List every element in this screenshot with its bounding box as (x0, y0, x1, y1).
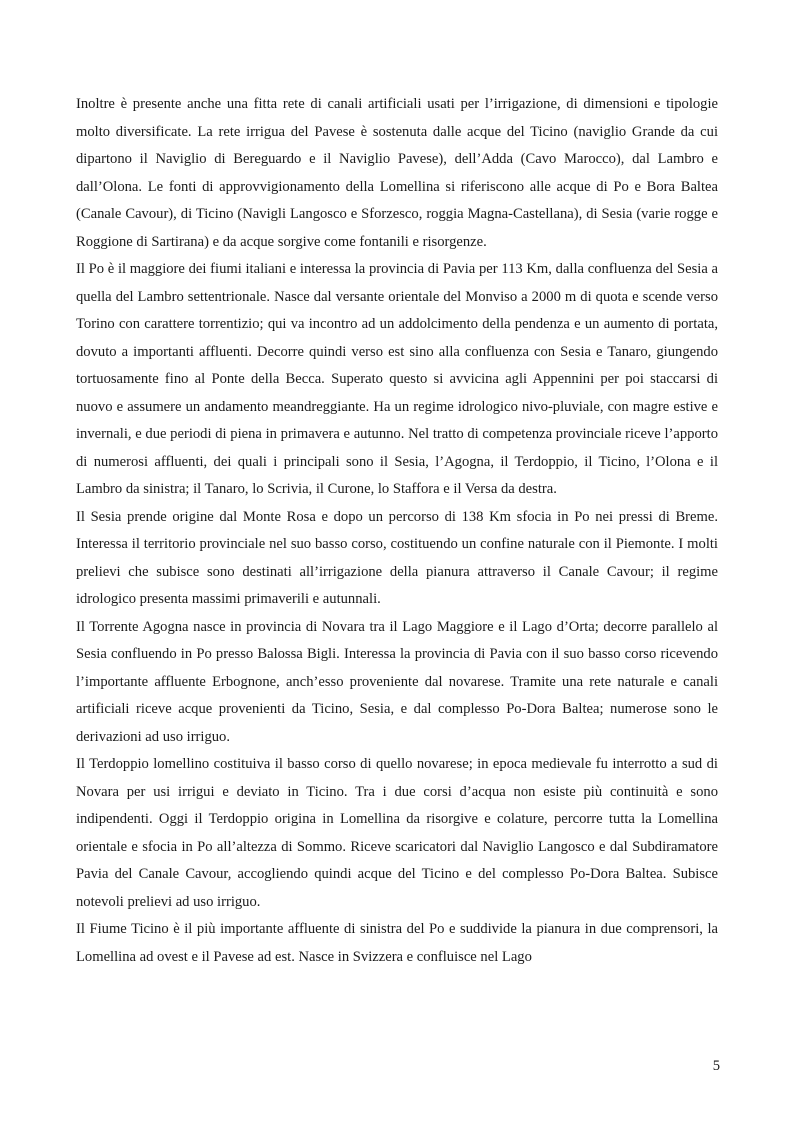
paragraph-irrigation-canals: Inoltre è presente anche una fitta rete di canali artificiali usati per l’irrigazione, di dimensioni e tipologie molto diversificate. La rete irrigua del Pavese è sostenuta dalle acque del Ticino (naviglio Grande da cui dipartono il Naviglio di Bereguardo e il Naviglio Pavese), dell’Adda (Cavo Marocco), dal Lambro e dall’Olona. Le fonti di approvvigionamento della Lomellina si riferiscono alle acque di Po e Bora Baltea (Canale Cavour), di Ticino (Navigli Langosco e Sforzesco, roggia Magna-Castellana), di Sesia (varie rogge e Roggione di Sartirana) e da acque sorgive come fontanili e risorgenze. (76, 96, 718, 250)
paragraph-agogna-torrent: Il Torrente Agogna nasce in provincia di Novara tra il Lago Maggiore e il Lago d’Orta; decorre parallelo al Sesia confluendo in Po presso Balossa Bigli. Interessa la provincia di Pavia con il suo basso corso ricevendo l’importante affluente Erbognone, anch’esso proveniente dal novarese. Tramite una rete naturale e canali artificiali riceve acque provenienti da Ticino, Sesia, e dal complesso Po-Dora Baltea; numerose sono le derivazioni ad uso irriguo. (76, 618, 718, 745)
paragraph-terdoppio: Il Terdoppio lomellino costituiva il basso corso di quello novarese; in epoca medievale fu interrotto a sud di Novara per usi irrigui e deviato in Ticino. Tra i due corsi d’acqua non esiste più continuità e sono indipendenti. Oggi il Terdoppio origina in Lomellina da risorgive e colature, percorre tutta la Lomellina orientale e sfocia in Po all’altezza di Sommo. Riceve scaricatori dal Naviglio Langosco e dal Subdiramatore Pavia del Canale Cavour, accogliendo quindi acque del Ticino e del complesso Po-Dora Baltea. Subisce notevoli prelievi ad uso irriguo. (76, 756, 718, 910)
paragraph-ticino-river: Il Fiume Ticino è il più importante affluente di sinistra del Po e suddivide la pianura in due comprensori, la Lomellina ad ovest e il Pavese ad est. Nasce in Svizzera e confluisce nel Lago (76, 921, 718, 965)
paragraph-sesia-river: Il Sesia prende origine dal Monte Rosa e dopo un percorso di 138 Km sfocia in Po nei pressi di Breme. Interessa il territorio provinciale nel suo basso corso, costituendo un confine naturale con il Piemonte. I molti prelievi che subisce sono destinati all’irrigazione della pianura attraverso il Canale Cavour; il regime idrologico presenta massimi primaverili e autunnali. (76, 508, 718, 607)
page-number: 5 (712, 1058, 720, 1074)
body-text (76, 91, 718, 971)
paragraph-po-river: Il Po è il maggiore dei fiumi italiani e interessa la provincia di Pavia per 113 Km, dalla confluenza del Sesia a quella del Lambro settentrionale. Nasce dal versante orientale del Monviso a 2000 m di quota e scende verso Torino con carattere torrentizio; qui va incontro ad un addolcimento della pendenza e un aumento di portata, dovuto a importanti affluenti. Decorre quindi verso est sino alla confluenza con Sesia e Tanaro, giungendo tortuosamente fino al Ponte della Becca. Superato questo si avvicina agli Appennini per poi staccarsi di nuovo e assumere un andamento meandreggiante. Ha un regime idrologico nivo-pluviale, con magre estive e invernali, e due periodi di piena in primavera e autunno. Nel tratto di competenza provinciale riceve l’apporto di numerosi affluenti, dei quali i principali sono il Sesia, l’Agogna, il Terdoppio, il Ticino, l’Olona e il Lambro da sinistra; il Tanaro, lo Scrivia, il Curone, lo Staffora e il Versa da destra. (76, 261, 718, 497)
